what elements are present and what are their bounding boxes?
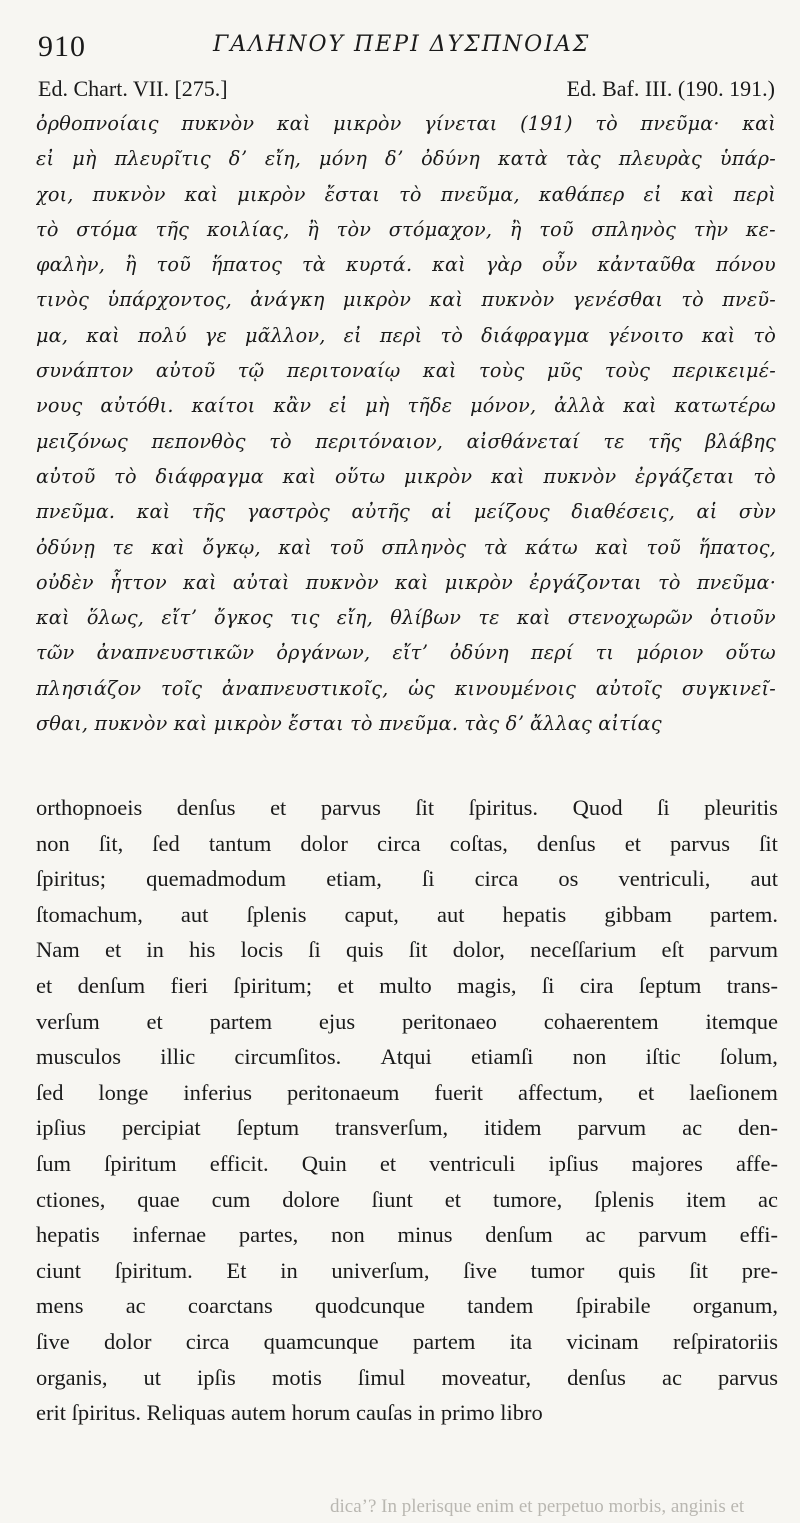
latin-text-block <box>36 790 778 1431</box>
latin-text-line: ſpiritus; quemadmodum etiam, ſi circa os ventriculi, aut <box>36 866 778 892</box>
latin-text-line: orthopnoeis denſus et parvus ſit ſpiritus. Quod ſi pleuritis <box>36 795 778 820</box>
greek-text-line: συνάπτον αὐτοῦ τῷ περιτοναίῳ καὶ τοὺς μῦς τοὺς περικειμέ- <box>36 359 776 383</box>
greek-text-line: ὀδύνῃ τε καὶ ὄγκῳ, καὶ τοῦ σπληνὸς τὰ κάτω καὶ τοῦ ἥπατος, <box>36 535 776 559</box>
greek-text-line: σθαι, πυκνὸν καὶ μικρὸν ἔσται τὸ πνεῦμα. τὰς δʼ ἄλλας αἰτίας <box>36 712 662 736</box>
latin-text-line: ſed longe inferius peritonaeum fuerit affectum, et laeſionem <box>36 1079 778 1105</box>
latin-text-line: et denſum fieri ſpiritum; et multo magis, ſi cira ſeptum trans- <box>36 972 778 998</box>
latin-text-line: Nam et in his locis ſi quis ſit dolor, neceſſarium eſt parvum <box>36 937 778 963</box>
greek-text-line: τῶν ἀναπνευστικῶν ὀργάνων, εἴτʼ ὀδύνη περί τι μόριον οὕτω <box>36 641 776 665</box>
greek-text-line: χοι, πυκνὸν καὶ μικρὸν ἔσται τὸ πνεῦμα, καθάπερ εἰ καὶ περὶ <box>36 182 776 206</box>
bleed-through-text: dicaʼ? In plerisque enim et perpetuo morbis, anginis et <box>330 1496 745 1517</box>
edition-basel: Ed. Baf. III. (190. 191.) <box>566 76 775 101</box>
latin-text-line: ſive dolor circa quamcunque partem ita vicinam reſpiratoriis <box>36 1328 778 1354</box>
latin-text-line: mens ac coarctans quodcunque tandem ſpirabile organum, <box>36 1293 778 1319</box>
page-number: 910 <box>38 30 86 63</box>
latin-text-line: hepatis infernae partes, non minus denſum ac parvum effi- <box>36 1222 778 1248</box>
greek-text-line: τινὸς ὑπάρχοντος, ἀνάγκη μικρὸν καὶ πυκνὸν γενέσθαι τὸ πνεῦ- <box>36 288 776 312</box>
latin-text-line: musculos illic circumſitos. Atqui etiamſi non iſtic ſolum, <box>36 1044 778 1070</box>
edition-line <box>38 76 775 106</box>
latin-text-line: ſtomachum, aut ſplenis caput, aut hepatis gibbam partem. <box>36 901 778 927</box>
latin-text-line: ſum ſpiritum efficit. Quin et ventriculi ipſius majores affe- <box>36 1150 778 1176</box>
greek-text-line: πνεῦμα. καὶ τῆς γαστρὸς αὐτῆς αἱ μείζους διαθέσεις, αἱ σὺν <box>36 500 776 524</box>
greek-text-line: ὀρθοπνοίαις πυκνὸν καὶ μικρὸν γίνεται (191) τὸ πνεῦμα· καὶ <box>36 112 776 135</box>
greek-text-line: καὶ ὅλως, εἴτʼ ὄγκος τις εἴη, θλίβων τε καὶ στενοχωρῶν ὁτιοῦν <box>36 606 776 630</box>
latin-text-line: organis, ut ipſis motis ſimul moveatur, denſus ac parvus <box>36 1364 778 1390</box>
latin-text-line: erit ſpiritus. Reliquas autem horum cauſas in primo libro <box>36 1400 543 1426</box>
latin-text-line: non ſit, ſed tantum dolor circa coſtas, denſus et parvus ſit <box>36 830 778 856</box>
greek-text-line: οὐδὲν ἧττον καὶ αὐταὶ πυκνὸν καὶ μικρὸν ἐργάζονται τὸ πνεῦμα· <box>36 570 776 594</box>
greek-text-line: φαλὴν, ἢ τοῦ ἥπατος τὰ κυρτά. καὶ γὰρ οὖν κἀνταῦθα πόνου <box>36 253 776 277</box>
latin-text-line: verſum et partem ejus peritonaeo cohaerentem itemque <box>36 1008 778 1034</box>
greek-text-line: εἰ μὴ πλευρῖτις δʼ εἴη, μόνη δʼ ὀδύνη κατὰ τὰς πλευρὰς ὑπάρ- <box>36 147 776 171</box>
running-title: ΓΑΛΗΝΟΥ ΠΕΡΙ ΔΥΣΠΝΟΙΑΣ <box>213 32 591 57</box>
greek-text-block <box>36 106 776 741</box>
greek-text-line: νους αὐτόθι. καίτοι κἂν εἰ μὴ τῆδε μόνον, ἀλλὰ καὶ κατωτέρω <box>36 394 776 418</box>
running-head <box>38 30 770 70</box>
greek-text-line: αὐτοῦ τὸ διάφραγμα καὶ οὕτω μικρὸν καὶ πυκνὸν ἐργάζεται τὸ <box>36 464 776 488</box>
latin-text-line: ciunt ſpiritum. Et in univerſum, ſive tumor quis ſit pre- <box>36 1257 778 1283</box>
latin-text-line: ctiones, quae cum dolore ſiunt et tumore, ſplenis item ac <box>36 1186 778 1212</box>
latin-text-line: ipſius percipiat ſeptum transverſum, itidem parvum ac den- <box>36 1115 778 1141</box>
greek-text-line: πλησιάζον τοῖς ἀναπνευστικοῖς, ὡς κινουμένοις αὐτοῖς συγκινεῖ- <box>36 676 776 700</box>
greek-text-line: τὸ στόμα τῆς κοιλίας, ἢ τὸν στόμαχον, ἢ τοῦ σπληνὸς τὴν κε- <box>36 217 776 241</box>
greek-text-line: μειζόνως πεπονθὸς τὸ περιτόναιον, αἰσθάνεταί τε τῆς βλάβης <box>36 429 776 453</box>
greek-text-line: μα, καὶ πολύ γε μᾶλλον, εἰ περὶ τὸ διάφραγμα γένοιτο καὶ τὸ <box>36 323 776 347</box>
edition-chartier: Ed. Chart. VII. [275.] <box>38 76 228 101</box>
